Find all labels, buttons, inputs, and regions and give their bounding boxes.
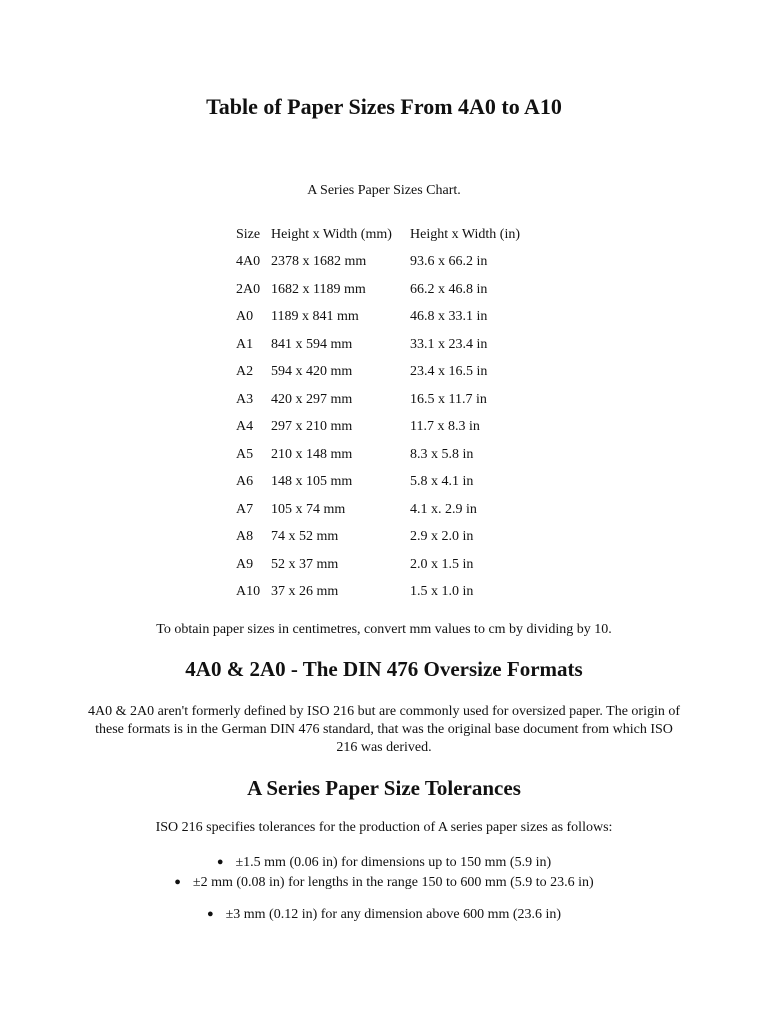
tolerances-intro: ISO 216 specifies tolerances for the production of A series paper sizes as follows: (155, 820, 613, 835)
table-header-row (235, 221, 541, 249)
cell-mm: 37 x 26 mm (271, 584, 339, 600)
cell-in: 8.3 x 5.8 in (410, 446, 474, 462)
cell-mm: 105 x 74 mm (271, 501, 346, 517)
tolerances-heading: A Series Paper Size Tolerances (247, 776, 521, 800)
oversize-paragraph: 4A0 & 2A0 aren't formerly defined by ISO 216 but are commonly used for oversized paper. The origin of these formats is in the German DIN 476 standard, that was the original base document from which ISO 216 was derived. (87, 704, 681, 755)
cell-in: 33.1 x 23.4 in (410, 336, 488, 352)
oversize-heading: 4A0 & 2A0 - The DIN 476 Oversize Formats (185, 657, 583, 681)
cell-size: A7 (236, 501, 254, 517)
cell-mm: 52 x 37 mm (271, 556, 339, 572)
cell-size: A4 (236, 419, 254, 435)
cell-mm: 2378 x 1682 mm (271, 254, 367, 270)
list-item (0, 904, 768, 925)
table-row (235, 359, 541, 387)
cell-in: 23.4 x 16.5 in (410, 364, 488, 380)
cell-size: A9 (236, 556, 254, 572)
table-row (235, 496, 541, 524)
cell-size: A10 (236, 584, 261, 600)
cell-size: A0 (236, 309, 254, 325)
cell-mm: 1189 x 841 mm (271, 309, 359, 325)
header-in: Height x Width (in) (410, 226, 520, 242)
conversion-note: To obtain paper sizes in centimetres, convert mm values to cm by dividing by 10. (156, 622, 612, 637)
cell-in: 11.7 x 8.3 in (410, 419, 480, 435)
cell-size: A8 (236, 529, 254, 545)
list-item-text: ±3 mm (0.12 in) for any dimension above 600 mm (23.6 in) (225, 907, 562, 922)
bullet-icon: ● (174, 876, 181, 888)
list-item-text: ±2 mm (0.08 in) for lengths in the range 150 to 600 mm (5.9 to 23.6 in) (192, 875, 594, 890)
cell-in: 66.2 x 46.8 in (410, 281, 488, 297)
table-row (235, 331, 541, 359)
cell-in: 1.5 x 1.0 in (410, 584, 474, 600)
bullet-icon: ● (216, 856, 224, 868)
cell-in: 4.1 x. 2.9 in (410, 501, 477, 517)
cell-mm: 148 x 105 mm (271, 474, 353, 490)
cell-mm: 841 x 594 mm (271, 336, 353, 352)
table-row (235, 579, 541, 607)
cell-mm: 420 x 297 mm (271, 391, 353, 407)
cell-in: 2.9 x 2.0 in (410, 529, 474, 545)
table-row (235, 414, 541, 442)
table-row (235, 386, 541, 414)
cell-mm: 594 x 420 mm (271, 364, 353, 380)
cell-size: 2A0 (236, 281, 261, 297)
cell-in: 5.8 x 4.1 in (410, 474, 474, 490)
page-title: Table of Paper Sizes From 4A0 to A10 (206, 94, 562, 119)
table-row (235, 469, 541, 497)
cell-mm: 74 x 52 mm (271, 529, 339, 545)
cell-size: A3 (236, 391, 254, 407)
cell-mm: 297 x 210 mm (271, 419, 353, 435)
list-item-text: ±1.5 mm (0.06 in) for dimensions up to 150 mm (5.9 in) (235, 855, 552, 870)
cell-in: 2.0 x 1.5 in (410, 556, 474, 572)
cell-size: A6 (236, 474, 254, 490)
cell-in: 46.8 x 33.1 in (410, 309, 488, 325)
header-size: Size (236, 226, 261, 242)
cell-in: 93.6 x 66.2 in (410, 254, 488, 270)
cell-size: A2 (236, 364, 254, 380)
list-item (0, 872, 768, 893)
cell-mm: 1682 x 1189 mm (271, 281, 366, 297)
paper-sizes-table (233, 221, 543, 606)
cell-size: A5 (236, 446, 254, 462)
table-row (235, 304, 541, 332)
table-row (235, 249, 541, 277)
list-item (0, 852, 768, 873)
table-row (235, 524, 541, 552)
bullet-icon: ● (206, 908, 214, 920)
cell-in: 16.5 x 11.7 in (410, 391, 487, 407)
cell-size: A1 (236, 336, 254, 352)
table-row (235, 551, 541, 579)
table-row (235, 441, 541, 469)
cell-mm: 210 x 148 mm (271, 446, 353, 462)
cell-size: 4A0 (236, 254, 261, 270)
table-caption: A Series Paper Sizes Chart. (307, 183, 461, 198)
header-mm: Height x Width (mm) (271, 226, 392, 242)
table-row (235, 276, 541, 304)
